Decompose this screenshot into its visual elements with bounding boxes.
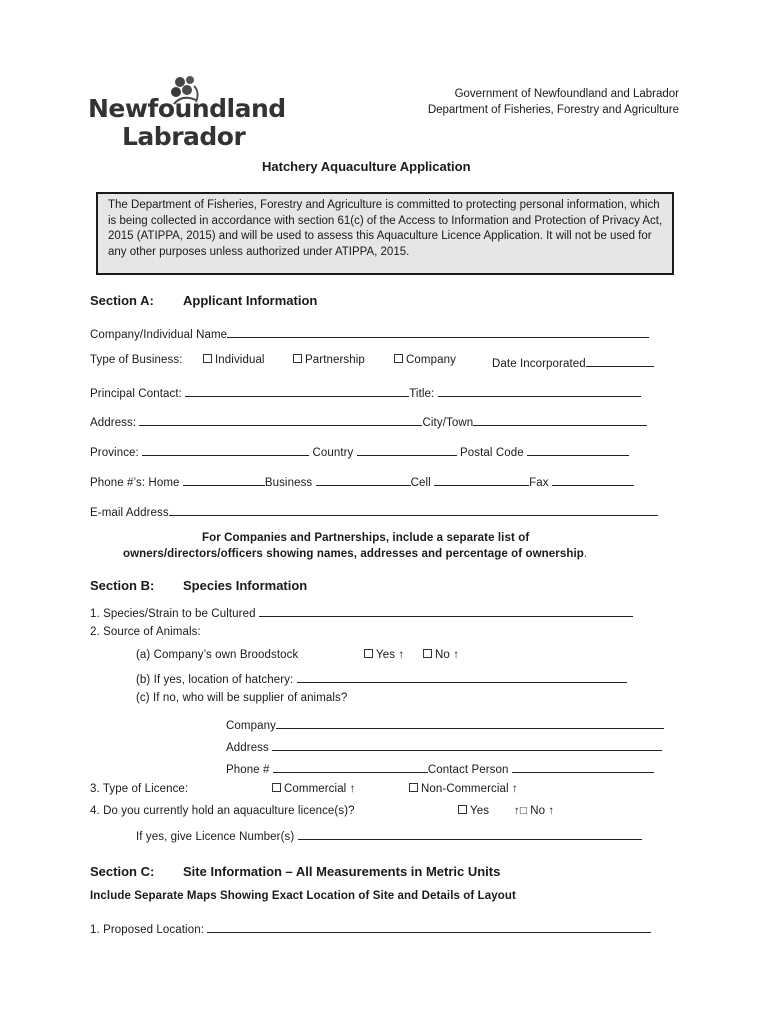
privacy-notice	[96, 192, 674, 275]
section-c-label: Section C:	[90, 864, 155, 879]
current-licence-no[interactable]	[514, 805, 554, 817]
government-logo	[88, 74, 286, 154]
address-label: Address:	[90, 417, 137, 429]
phone-row	[90, 473, 634, 489]
broodstock-yes[interactable]	[364, 649, 404, 661]
fax-field[interactable]	[552, 473, 634, 486]
principal-contact-field[interactable]	[185, 384, 409, 397]
supplier-phone-label: Phone #	[226, 764, 270, 776]
company-name-field[interactable]	[227, 325, 649, 338]
supplier-label: (c) If no, who will be supplier of animals?	[136, 692, 348, 704]
proposed-location-field[interactable]	[207, 920, 651, 933]
supplier-company-field[interactable]	[276, 716, 664, 729]
company-name-row	[90, 325, 649, 341]
section-a-title: Applicant Information	[183, 293, 318, 308]
broodstock-yes-label: Yes ↑	[376, 649, 405, 661]
page-title: Hatchery Aquaculture Application	[262, 159, 471, 174]
section-c-subtitle: Include Separate Maps Showing Exact Location of Site and Details of Layout	[90, 890, 516, 902]
hatchery-location-field[interactable]	[297, 670, 627, 683]
business-label: Business	[264, 477, 313, 489]
non-commercial-checkbox[interactable]	[409, 783, 418, 792]
fax-label: Fax	[529, 477, 549, 489]
supplier-phone-field[interactable]	[273, 760, 428, 773]
current-licence-no-label: ↑□ No ↑	[514, 805, 555, 817]
type-of-business-row	[90, 354, 182, 366]
supplier-address-label: Address	[226, 742, 269, 754]
own-broodstock-label: (a) Company’s own Broodstock	[136, 649, 299, 661]
broodstock-no-checkbox[interactable]	[423, 649, 432, 658]
company-checkbox[interactable]	[394, 354, 403, 363]
company-name-label: Company/Individual Name	[90, 329, 228, 341]
partnership-checkbox[interactable]	[293, 354, 302, 363]
broodstock-yes-checkbox[interactable]	[364, 649, 373, 658]
address-field[interactable]	[139, 413, 422, 426]
proposed-location-label: 1. Proposed Location:	[90, 924, 204, 936]
licence-commercial[interactable]	[272, 783, 356, 795]
country-field[interactable]	[357, 443, 457, 456]
email-row	[90, 503, 658, 519]
section-c-title: Site Information – All Measurements in Metric Units	[183, 864, 501, 879]
gov-line-1: Government of Newfoundland and Labrador	[454, 88, 679, 100]
email-label: E-mail Address	[90, 507, 169, 519]
licence-type-label: 3. Type of Licence:	[90, 783, 189, 795]
phone-home-field[interactable]	[183, 473, 265, 486]
individual-checkbox[interactable]	[203, 354, 212, 363]
city-town-label: City/Town	[422, 417, 474, 429]
hatchery-location-label: (b) If yes, location of hatchery:	[136, 674, 294, 686]
business-field[interactable]	[316, 473, 411, 486]
hatchery-location-row	[136, 670, 627, 686]
supplier-address-field[interactable]	[272, 738, 662, 751]
companies-note-line-2	[123, 548, 587, 560]
section-b-label: Section B:	[90, 578, 155, 593]
address-row	[90, 413, 647, 429]
source-of-animals-label: 2. Source of Animals:	[90, 626, 201, 638]
email-field[interactable]	[169, 503, 658, 516]
city-town-field[interactable]	[473, 413, 647, 426]
logo-labrador: Labrador	[122, 122, 246, 151]
supplier-phone-row	[226, 760, 654, 776]
licence-non-commercial[interactable]	[409, 783, 518, 795]
principal-contact-row	[90, 384, 641, 400]
licence-numbers-label: If yes, give Licence Number(s)	[136, 831, 295, 843]
title-label: Title:	[409, 388, 435, 400]
contact-person-label: Contact Person	[427, 764, 509, 776]
company-label: Company	[406, 354, 456, 366]
date-incorporated-label: Date Incorporated	[492, 358, 586, 370]
proposed-location-row	[90, 920, 651, 936]
postal-code-field[interactable]	[527, 443, 629, 456]
commercial-label: Commercial ↑	[284, 783, 356, 795]
supplier-company-row	[226, 716, 664, 732]
country-label: Country	[312, 447, 354, 459]
broodstock-no-label: No ↑	[435, 649, 460, 661]
individual-label: Individual	[215, 354, 265, 366]
current-licence-yes-label: Yes	[470, 805, 490, 817]
cell-label: Cell	[410, 477, 431, 489]
supplier-company-label: Company	[226, 720, 276, 732]
companies-note-period: .	[583, 548, 588, 560]
province-label: Province:	[90, 447, 139, 459]
licence-numbers-row	[136, 827, 642, 843]
type-of-business-label: Type of Business:	[90, 354, 183, 366]
phone-home-label: Phone #’s: Home	[90, 477, 180, 489]
broodstock-no[interactable]	[423, 649, 459, 661]
privacy-notice-text: The Department of Fisheries, Forestry and Agriculture is committed to protecting personal information, which is being collected in accordance with section 61(c) of the Access to Information and Protection of Privacy Act, 2015 (ATIPPA, 2015) and will be used to assess this Aquaculture Licence Application. It will not be used for any other purposes unless authorized under ATIPPA, 2015.	[108, 199, 663, 258]
supplier-address-row	[226, 738, 662, 754]
opt-individual[interactable]	[203, 354, 265, 366]
section-b-title: Species Information	[183, 578, 308, 593]
opt-company[interactable]	[394, 354, 456, 366]
date-incorporated-field[interactable]	[586, 354, 654, 367]
companies-note-line-1: For Companies and Partnerships, include a separate list of	[202, 532, 530, 544]
species-field[interactable]	[259, 604, 633, 617]
species-row	[90, 604, 633, 620]
opt-partnership[interactable]	[293, 354, 365, 366]
commercial-checkbox[interactable]	[272, 783, 281, 792]
current-licence-yes-checkbox[interactable]	[458, 805, 467, 814]
non-commercial-label: Non-Commercial ↑	[421, 783, 518, 795]
contact-person-field[interactable]	[512, 760, 654, 773]
companies-note-line-2-text: owners/directors/officers showing names, addresses and percentage of ownership	[123, 548, 584, 560]
cell-field[interactable]	[434, 473, 529, 486]
date-incorporated-row	[492, 354, 654, 370]
title-field[interactable]	[438, 384, 641, 397]
species-label: 1. Species/Strain to be Cultured	[90, 608, 256, 620]
current-licence-label: 4. Do you currently hold an aquaculture licence(s)?	[90, 805, 355, 817]
gov-line-2: Department of Fisheries, Forestry and Agriculture	[427, 104, 679, 116]
government-header	[428, 86, 679, 118]
principal-contact-label: Principal Contact:	[90, 388, 182, 400]
licence-numbers-field[interactable]	[298, 827, 642, 840]
current-licence-yes[interactable]	[458, 805, 489, 817]
partnership-label: Partnership	[305, 354, 365, 366]
section-a-label: Section A:	[90, 293, 154, 308]
postal-code-label: Postal Code	[460, 447, 524, 459]
logo-newfoundland: Newfoundland	[88, 94, 286, 123]
province-field[interactable]	[142, 443, 309, 456]
province-row	[90, 443, 629, 459]
